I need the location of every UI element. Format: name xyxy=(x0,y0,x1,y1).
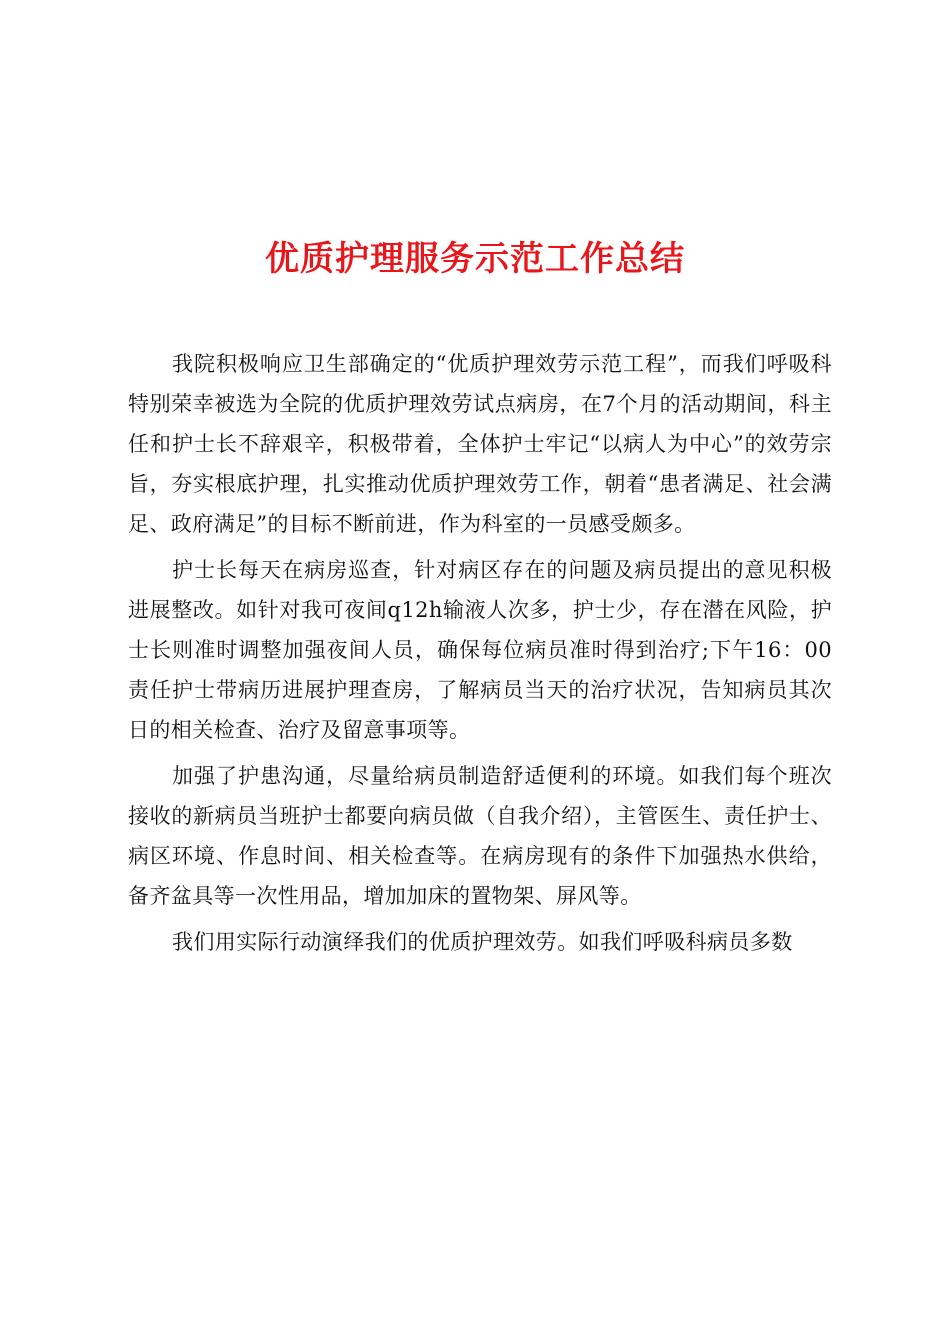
paragraph-3: 加强了护患沟通，尽量给病员制造舒适便利的环境。如我们每个班次接收的新病员当班护士都要向病员做（自我介绍），主管医生、责任护士、病区环境、作息时间、相关检查等。在病房现有的条件下加强热水供给，备齐盆具等一次性用品，增加加床的置物架、屏风等。 xyxy=(128,764,832,908)
paragraph-2: 护士长每天在病房巡查，针对病区存在的问题及病员提出的意见积极进展整改。如针对我可夜间q12h输液人次多，护士少，存在潜在风险，护士长则准时调整加强夜间人员，确保每位病员准时得到治疗;下午16：00责任护士带病历进展护理查房，了解病员当天的治疗状况，告知病员其次日的相关检查、治疗及留意事项等。 xyxy=(128,558,832,742)
document-body xyxy=(128,344,832,962)
paragraph-1: 我院积极响应卫生部确定的“优质护理效劳示范工程”，而我们呼吸科特别荣幸被选为全院的优质护理效劳试点病房，在7个月的活动期间，科主任和护士长不辞艰辛，积极带着，全体护士牢记“以病人为中心”的效劳宗旨，夯实根底护理，扎实推动优质护理效劳工作，朝着“患者满足、社会满足、政府满足”的目标不断前进，作为科室的一员感受颇多。 xyxy=(128,352,832,536)
paragraph-4: 我们用实际行动演绎我们的优质护理效劳。如我们呼吸科病员多数 xyxy=(172,930,793,954)
document-title: 优质护理服务示范工作总结 xyxy=(265,238,685,279)
